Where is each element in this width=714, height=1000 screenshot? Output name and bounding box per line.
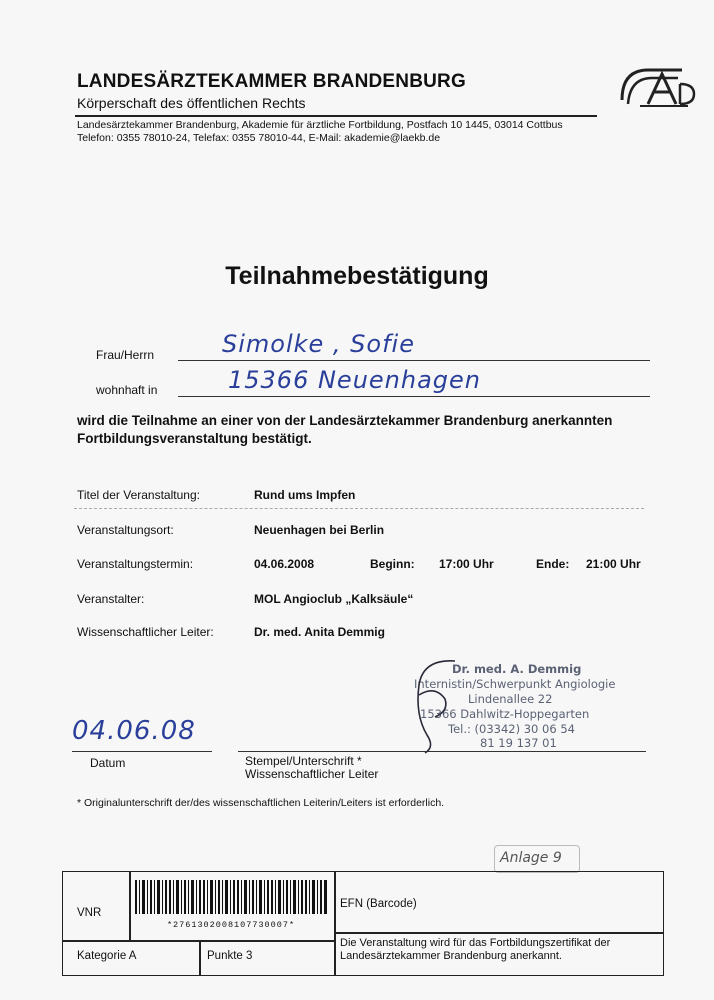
stamp-line-1: Dr. med. A. Demmig [452, 662, 582, 676]
event-organizer-value: MOL Angioclub „Kalksäule“ [254, 592, 414, 606]
event-lead-value: Dr. med. Anita Demmig [254, 625, 385, 639]
recognition-note: Die Veranstaltung wird für das Fortbildungszertifikat der Landesärztekammer Brandenburg anerkannt. [340, 937, 611, 962]
category-value: Kategorie A [77, 950, 137, 962]
signature-label: Stempel/Unterschrift * [245, 754, 362, 768]
event-end-value: 21:00 Uhr [586, 557, 641, 571]
confirmation-statement: wird die Teilnahme an einer von der Landesärztekammer Brandenburg anerkannten Fortbildungsveranstaltung bestätigt. [77, 413, 613, 446]
name-label: Frau/Herrn [96, 348, 155, 362]
date-label: Datum [90, 756, 126, 770]
stamp-line-3: Lindenallee 22 [468, 692, 553, 706]
stamp-line-5: Tel.: (03342) 30 06 54 [448, 722, 575, 736]
box-divider-category [199, 940, 201, 975]
box-divider-middle [334, 872, 336, 975]
signature-sublabel: Wissenschaftlicher Leiter [245, 767, 379, 781]
event-organizer-label: Veranstalter: [77, 592, 145, 606]
stamp-line-6: 81 19 137 01 [480, 736, 557, 750]
box-divider-row [63, 940, 334, 942]
residence-value: 15366 Neuenhagen [228, 366, 482, 394]
footnote: * Originalunterschrift der/des wissenschaftlichen Leiterin/Leiters ist erforderlich. [77, 797, 445, 809]
event-start-label: Beginn: [370, 557, 415, 571]
vnr-barcode-text: *2761302008107730007* [133, 920, 329, 930]
box-divider-vnr [129, 872, 131, 940]
date-underline [72, 751, 212, 752]
organization-contact: Telefon: 0355 78010-24, Telefax: 0355 78010-44, E-Mail: akademie@laekb.de [77, 132, 441, 144]
document-title: Teilnahmebestätigung [225, 262, 489, 290]
event-date-label: Veranstaltungstermin: [77, 557, 194, 571]
efn-label: EFN (Barcode) [340, 898, 417, 910]
organization-subtitle: Körperschaft des öffentlichen Rechts [77, 95, 306, 111]
event-place-label: Veranstaltungsort: [77, 523, 174, 537]
registration-box [62, 871, 664, 976]
residence-label: wohnhaft in [96, 383, 158, 397]
event-title-value: Rund ums Impfen [254, 488, 356, 502]
annotation-note: Anlage 9 [500, 850, 562, 866]
event-start-value: 17:00 Uhr [439, 557, 494, 571]
event-title-label: Titel der Veranstaltung: [77, 488, 200, 502]
residence-underline [178, 396, 650, 397]
header-divider [75, 115, 597, 117]
signature-underline [238, 751, 646, 752]
stamp-line-4: 15366 Dahlwitz-Hoppegarten [420, 707, 590, 721]
organization-name: LANDESÄRZTEKAMMER BRANDENBURG [77, 71, 466, 92]
name-value: Simolke , Sofie [222, 330, 415, 358]
event-date-value: 04.06.2008 [254, 557, 315, 571]
points-value: Punkte 3 [207, 950, 253, 962]
event-lead-label: Wissenschaftlicher Leiter: [77, 625, 214, 639]
name-underline [178, 360, 650, 361]
chamber-logo [618, 64, 698, 110]
stamp-line-2: Internistin/Schwerpunkt Angiologie [414, 677, 616, 691]
organization-address-block [77, 119, 563, 145]
event-end-label: Ende: [536, 557, 570, 571]
organization-address: Landesärztekammer Brandenburg, Akademie für ärztliche Fortbildung, Postfach 10 1445, 03014 Cottbus [77, 119, 563, 131]
handwritten-date: 04.06.08 [72, 716, 196, 746]
handwritten-signature [405, 655, 475, 755]
event-title-divider [74, 508, 644, 509]
box-divider-efn-row [334, 932, 663, 934]
vnr-label: VNR [77, 907, 102, 919]
event-place-value: Neuenhagen bei Berlin [254, 523, 385, 537]
vnr-barcode [133, 880, 329, 916]
